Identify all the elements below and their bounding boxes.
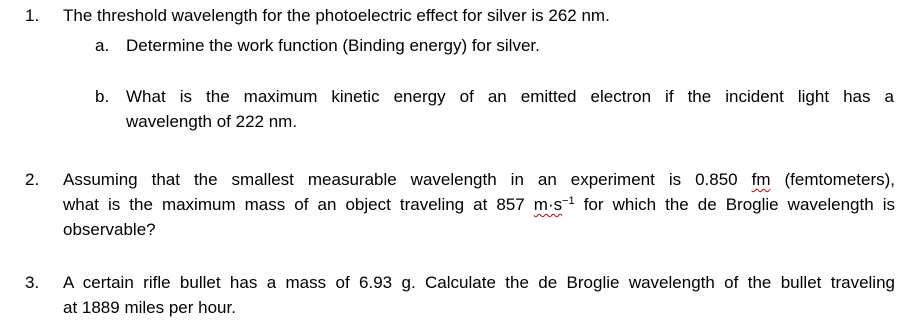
question-3-number: 3. <box>25 273 40 292</box>
question-3-line-2: at 1889 miles per hour. <box>63 298 236 317</box>
question-2-line-3: observable? <box>63 220 156 239</box>
question-1b-letter: b. <box>95 87 110 106</box>
question-1a-text: Determine the work function (Binding energy) for silver. <box>126 36 540 55</box>
question-1-number: 1. <box>25 6 40 25</box>
velocity-unit: m·s <box>533 195 563 214</box>
femtometer-unit: fm <box>751 170 771 189</box>
question-1b-line-2: wavelength of 222 nm. <box>126 112 298 131</box>
question-2-line-1-text: Assuming that the smallest measurable wavelength in an experiment is 0.850 <box>63 170 752 189</box>
question-2-line-2-tail: for which the de Broglie wavelength is <box>574 195 895 214</box>
question-2-line-1 <box>63 170 895 190</box>
question-1b-line-1: What is the maximum kinetic energy of an emitted electron if the incident light has a <box>126 87 894 106</box>
question-1-text: The threshold wavelength for the photoelectric effect for silver is 262 nm. <box>63 6 610 25</box>
question-3-line-1: A certain rifle bullet has a mass of 6.93 g. Calculate the de Broglie wavelength of the bullet traveling <box>63 273 895 292</box>
question-1a-letter: a. <box>95 36 110 55</box>
question-2-line-1-tail: (femtometers), <box>770 170 895 189</box>
question-2-line-2 <box>63 195 895 215</box>
question-2-number: 2. <box>25 170 40 189</box>
velocity-unit-exponent: −1 <box>562 195 575 207</box>
question-2-line-2-text: what is the maximum mass of an object traveling at 857 <box>63 195 534 214</box>
